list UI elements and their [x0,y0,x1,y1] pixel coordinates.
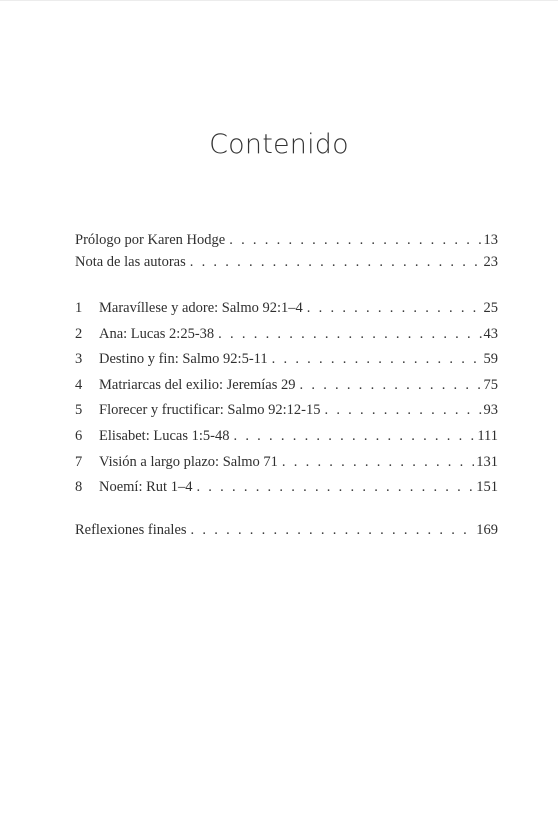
toc-entry-chapter-8 [75,477,498,497]
toc-entry-page: 169 [476,522,498,538]
toc-chapter-number: 2 [75,326,83,342]
toc-entry-label: Ana: Lucas 2:25-38 [99,326,215,342]
toc-dot-leader [218,324,481,344]
toc-entry-chapter-2 [75,324,498,344]
toc-dot-leader [307,298,482,318]
toc-dot-leader [196,477,474,497]
toc-entry-prologue [75,230,498,250]
toc-chapter-number: 4 [75,377,83,393]
toc-entry-label: Elisabet: Lucas 1:5-48 [99,428,230,444]
toc-entry-page: 25 [483,300,498,316]
toc-chapter-number: 7 [75,454,83,470]
toc-chapter-number: 3 [75,351,83,367]
toc-entry-page: 59 [483,351,498,367]
toc-dot-leader [229,230,481,250]
toc-dot-leader [190,252,482,272]
toc-dot-leader [282,452,474,472]
toc-dot-leader [272,349,482,369]
toc-chapter-number: 1 [75,300,83,316]
toc-entry-label: Visión a largo plazo: Salmo 71 [99,454,278,470]
toc-entry-label: Noemí: Rut 1–4 [99,479,193,495]
toc-entry-page: 151 [476,479,498,495]
toc-entry-page: 75 [483,377,498,393]
toc-entry-final-reflections [75,520,498,540]
toc-entry-chapter-4 [75,375,498,395]
toc-entry-page: 13 [483,232,498,248]
toc-entry-label: Destino y fin: Salmo 92:5-11 [99,351,268,367]
toc-entry-page: 111 [477,428,498,444]
toc-chapter-number: 6 [75,428,83,444]
toc-entry-label: Nota de las autoras [75,254,186,270]
toc-dot-leader [233,426,475,446]
toc-dot-leader [324,400,481,420]
toc-dot-leader [300,375,482,395]
toc-chapter-number: 8 [75,479,83,495]
toc-entry-label: Matriarcas del exilio: Jeremías 29 [99,377,296,393]
toc-entry-label: Maravíllese y adore: Salmo 92:1–4 [99,300,303,316]
toc-entry-authors-note [75,252,498,272]
toc-entry-chapter-3 [75,349,498,369]
toc-entry-chapter-6 [75,426,498,446]
toc-entry-page: 43 [483,326,498,342]
toc-entry-page: 131 [476,454,498,470]
toc-chapter-number: 5 [75,402,83,418]
toc-entry-chapter-5 [75,400,498,420]
toc-entry-label: Prólogo por Karen Hodge [75,232,226,248]
toc-entry-chapter-7 [75,452,498,472]
toc-entry-chapter-1 [75,298,498,318]
page-title: Contenido [209,129,349,160]
toc-entry-label: Florecer y fructificar: Salmo 92:12-15 [99,402,321,418]
toc-dot-leader [191,520,475,540]
toc-entry-page: 23 [483,254,498,270]
toc-entry-label: Reflexiones finales [75,522,187,538]
toc-entry-page: 93 [483,402,498,418]
